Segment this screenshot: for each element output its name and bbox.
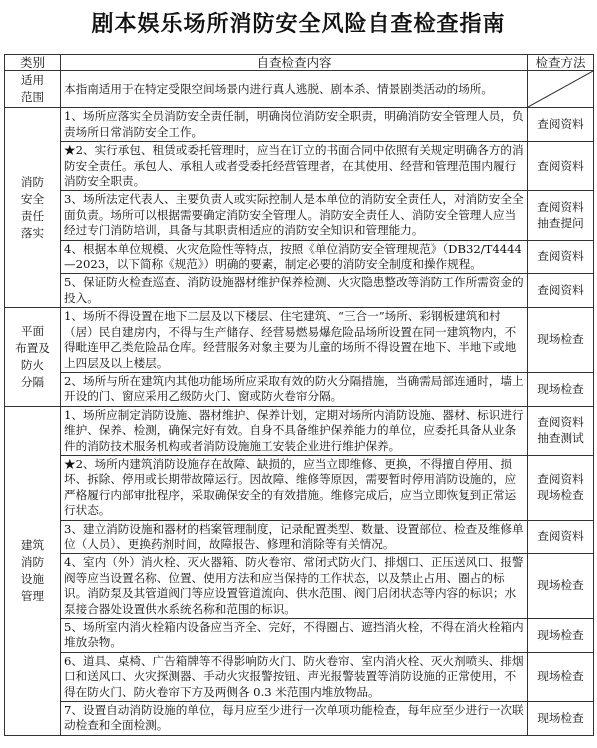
category-label-line: 管理 — [20, 588, 45, 603]
check-method-cell — [528, 554, 594, 619]
check-method-label: 现场检查 — [537, 627, 584, 642]
check-item-text: 3、建立消防设施和器材的档案管理制度，记录配置类型、数量、设置部位、检查及维修单位（人员）、更换药剂时间，故障报告、修理和消除等有关情况。 — [61, 520, 528, 554]
category-label-line: 平面 — [20, 324, 45, 338]
table-row — [5, 652, 594, 701]
category-layout — [5, 308, 61, 406]
check-method-cell — [528, 191, 594, 240]
check-method-label: 查阅资料 — [537, 529, 584, 544]
check-method-cell — [528, 455, 594, 520]
check-method-cell — [528, 652, 594, 701]
category-scope — [5, 71, 61, 108]
table-body — [5, 71, 594, 735]
check-method-label: 抽查提问 — [537, 215, 584, 230]
check-method-label: 查阅资料 — [537, 283, 584, 298]
check-method-cell — [528, 406, 594, 455]
table-row — [5, 619, 594, 653]
category-facilities — [5, 406, 61, 735]
check-method-cell — [528, 240, 594, 274]
check-item-text: 7、设置自动消防设施的单位，每月应至少进行一次单项功能检查，每年应至少进行一次联动检查和全面检测。 — [61, 702, 528, 736]
table-row — [5, 142, 594, 191]
category-label-line: 落实 — [20, 225, 45, 240]
check-method-label: 查阅资料 — [537, 117, 584, 132]
table-row — [5, 191, 594, 240]
category-label-line: 责任 — [20, 208, 45, 223]
check-method-cell — [528, 142, 594, 191]
check-method-label: 抽查测试 — [537, 430, 584, 445]
check-method-cell — [528, 619, 594, 653]
category-responsibility — [5, 108, 61, 308]
table-row — [5, 71, 594, 108]
category-label-line: 安全 — [20, 191, 45, 206]
table-header-row — [5, 55, 594, 71]
check-item-text: 4、室内（外）消火栓、灭火器箱、防火卷帘、常闭式防火门、排烟口、正压送风口、报警阀等应当设置名称、位置、使用方法和应当保持的工作状态，以及禁止占用、圈占的标识。消防泵及其管道阀门等应设置管道流向、供水范围、阀门启闭状态等内容的标识；水泵接合器处设置供水系统名称和范围的标识。 — [61, 554, 528, 619]
table-row — [5, 240, 594, 274]
check-method-label: 现场检查 — [537, 578, 584, 593]
category-label-line: 范围 — [20, 90, 45, 105]
check-method-label: 现场检查 — [537, 332, 584, 347]
page-title: 剧本娱乐场所消防安全风险自查检查指南 — [91, 11, 506, 37]
check-method-label: 现场检查 — [537, 710, 584, 725]
check-method-cell — [528, 520, 594, 554]
check-method-label: 查阅资料 — [537, 415, 584, 430]
table-row — [5, 702, 594, 736]
check-item-text: ★2、实行承包、租赁或委托管理时，应当在订立的书面合同中依照有关规定明确各方的消防安全责任。承包人、承租人或者受委托经营管理者，在其使用、经营和管理范围内履行消防安全职责。 — [61, 142, 528, 191]
category-label-line: 防火 — [20, 358, 45, 372]
check-item-text: 本指南适用于在特定受限空间场景内进行真人逃脱、剧本杀、情景剧类活动的场所。 — [61, 71, 528, 108]
table-row — [5, 406, 594, 455]
table-row — [5, 108, 594, 142]
table-row — [5, 554, 594, 619]
table-row — [5, 372, 594, 406]
checklist-table — [4, 54, 594, 736]
check-method-label: 现场检查 — [537, 669, 584, 684]
check-item-text: ★2、场所内建筑消防设施存在故障、缺损的，应当立即维修、更换，不得擅自停用、损坏、拆除、停用或长期带故障运行。因故障、维修等原因，需要暂时停用消防设施的，应严格履行内部审批程序，采取确保安全的有效措施。维修完成后，应当立即恢复到正常运行状态。 — [61, 455, 528, 520]
check-method-cell — [528, 108, 594, 142]
table-row — [5, 520, 594, 554]
check-method-label: 现场检查 — [537, 487, 584, 502]
check-method-cell — [528, 308, 594, 373]
check-method-label: 查阅资料 — [537, 472, 584, 487]
check-method-cell — [528, 702, 594, 736]
check-item-text: 6、道具、桌椅、广告箱牌等不得影响防火门、防火卷帘、室内消火栓、灭火剂喷头、排烟口和送风口、火灾探测器、手动火灾报警按钮、声光报警装置等消防设施的正常使用，不得在防火门、防火卷帘下方及两侧各 0.3 米范围内堆放物品。 — [61, 652, 528, 701]
table-row — [5, 455, 594, 520]
diagonal-slash — [528, 71, 593, 107]
category-label-line: 建筑 — [20, 537, 45, 552]
category-label-line: 布置及 — [15, 341, 50, 355]
check-method-label: 查阅资料 — [537, 158, 584, 173]
check-method-cell — [528, 274, 594, 308]
category-label-line: 设施 — [20, 571, 45, 586]
check-item-text: 5、场所室内消火栓箱内设备应当齐全、完好，不得圈占、遮挡消火栓，不得在消火栓箱内堆放杂物。 — [61, 619, 528, 653]
check-item-text: 1、场所应落实全员消防安全责任制，明确岗位消防安全职责，明确消防安全管理人员，负责场所日常消防安全工作。 — [61, 108, 528, 142]
category-label-line: 消防 — [20, 554, 45, 569]
category-label-line: 消防 — [20, 174, 45, 189]
check-method-cell — [528, 372, 594, 406]
check-item-text: 2、场所与所在建筑内其他功能场所应采取有效的防火分隔措施，当确需局部连通时，墙上开设的门、窗应采用乙级防火门、窗或防火卷帘分隔。 — [61, 372, 528, 406]
method-header: 检查方法 — [528, 55, 594, 71]
check-item-text: 5、保证防火检查巡查、消防设施器材维护保养检测、火灾隐患整改等消防工作所需资金的投入。 — [61, 274, 528, 308]
check-method-cell — [528, 71, 594, 108]
check-item-text: 4、根据本单位规模、火灾危险性等特点，按照《单位消防安全管理规范》（DB32/T4444—2023，以下简称《规范》）明确的要素，制定必要的消防安全制度和操作规程。 — [61, 240, 528, 274]
check-item-text: 1、场所不得设置在地下二层及以下楼层、住宅建筑、“三合一”场所、彩钢板建筑和村（居）民自建房内，不得与生产储存、经营易燃易爆危险品场所设置在同一建筑物内，不得毗连甲乙类危险品仓库。经营服务对象主要为儿童的场所不得设置在地下、半地下或地上四层及以上楼层。 — [61, 308, 528, 373]
table-row — [5, 308, 594, 373]
category-label-line: 分隔 — [20, 375, 45, 389]
category-header: 类别 — [5, 55, 61, 71]
check-method-label: 查阅资料 — [537, 249, 584, 264]
check-method-label: 现场检查 — [537, 381, 584, 396]
category-label-line: 适用 — [20, 73, 45, 88]
content-header: 自查检查内容 — [61, 55, 528, 71]
check-method-label: 查阅资料 — [537, 200, 584, 215]
table-row — [5, 274, 594, 308]
check-item-text: 1、场所应制定消防设施、器材维护、保养计划，定期对场所内消防设施、器材、标识进行维护、保养、检测，确保完好有效。自身不具备维护保养能力的单位，应委托具备从业条件的消防技术服务机构或者消防设施施工安装企业进行维护保养。 — [61, 406, 528, 455]
check-item-text: 3、场所法定代表人、主要负责人或实际控制人是本单位的消防安全责任人，对消防安全全面负责。场所可以根据需要确定消防安全管理人。消防安全责任人、消防安全管理人应当经过专门消防培训，具备与其职责相适应的消防安全知识和管理能力。 — [61, 191, 528, 240]
